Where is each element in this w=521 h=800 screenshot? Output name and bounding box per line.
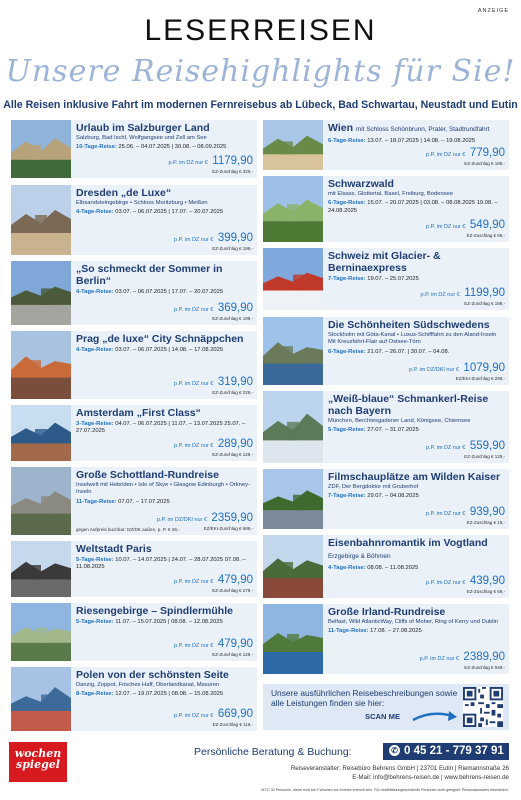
price-prefix: p.P. im DZ nur € xyxy=(174,443,214,449)
trip-duration-label: 11-Tage-Reise: xyxy=(76,498,117,505)
trip-title: Weltstadt Paris xyxy=(76,543,152,555)
trip-duration-label: 6-Tage-Reise: xyxy=(328,348,366,355)
price-value: 439,90 xyxy=(469,575,505,587)
trip-dates xyxy=(328,628,505,635)
trip-date-range: 03.07. – 06.07.2025 | 17.07. – 20.07.2025 xyxy=(115,209,224,216)
price-value: 369,90 xyxy=(217,302,253,314)
trip-dates xyxy=(76,209,253,216)
trip-price xyxy=(420,283,505,307)
price-value: 289,90 xyxy=(217,438,253,450)
trip-card xyxy=(263,248,509,310)
trip-date-range: 29.07. – 04.08.2025 xyxy=(367,493,419,500)
trip-title: Prag „de luxe“ City Schnäppchen xyxy=(76,333,244,345)
scan-me-label: SCAN ME xyxy=(365,712,401,721)
trip-photo-image xyxy=(263,176,323,242)
trip-card xyxy=(11,261,257,325)
trip-title-note: Erzgebirge & Böhmen xyxy=(328,553,391,560)
trip-date-range: 07.07. – 17.07.2025 xyxy=(118,498,170,505)
trip-photo-image xyxy=(11,541,71,597)
price-value: 2359,90 xyxy=(211,512,253,524)
price-prefix: p.P. im DZ nur € xyxy=(168,160,208,166)
trip-price xyxy=(426,502,505,526)
trip-title: Urlaub im Salzburger Land xyxy=(76,122,210,134)
trip-photo xyxy=(263,535,323,598)
contact-label: Persönliche Beratung & Buchung: xyxy=(194,746,352,758)
trip-photo-image xyxy=(11,603,71,661)
trip-title-note: mit Schloss Schönbrunn, Prater, Stadtrundfahrt xyxy=(355,126,490,133)
trip-photo-image xyxy=(11,120,71,178)
single-supplement: EZ-Zuschlag € 199,- xyxy=(212,316,253,321)
trip-duration-label: 3-Tage-Reise: xyxy=(76,421,114,427)
single-supplement: EZ-Zuschlag € 129,- xyxy=(464,454,505,459)
trip-duration-label: 7-Tage-Reise: xyxy=(328,276,366,282)
page-title: LESERREISEN xyxy=(144,14,377,47)
wochenspiegel-logo: wochen spiegel xyxy=(9,742,67,782)
trip-subtitle: Belfast, Wild AtlanticWay, Cliffs of Moher, Ring of Kerry und Dublin xyxy=(328,619,499,625)
trip-dates xyxy=(328,349,505,356)
trip-card xyxy=(11,405,257,461)
trip-price xyxy=(174,372,253,396)
price-prefix: p.P. im DZ nur € xyxy=(420,292,460,298)
trip-subtitle: Stockholm mit Göta-Kanal • Luxus-Schifffahrt zu den Aland-Inseln Mit Kreuzfahrt-Flair auf Ostsee-Törn xyxy=(328,332,497,346)
trip-card xyxy=(11,185,257,255)
trip-card xyxy=(263,604,509,674)
trip-photo xyxy=(11,467,71,535)
trip-title: Polen von der schönsten Seite xyxy=(76,669,229,681)
trip-title: „Weiß-blaue“ Schmankerl-Reise nach Bayern xyxy=(328,393,489,417)
single-supplement: EZ-Zuschlag € 69,- xyxy=(466,589,505,594)
trip-duration-label: 6-Tage-Reise: xyxy=(328,138,366,144)
trip-title: Dresden „de Luxe“ xyxy=(76,187,172,199)
trip-subtitle: München, Berchtesgadener Land, Königsee, Chiemsee xyxy=(328,418,471,424)
trip-title: Eisenbahnromantik im Vogtland Erzgebirge & Böhmen xyxy=(328,537,488,560)
trip-date-range: 03.07. – 06.07.2025 | 17.07. – 20.07.2025 xyxy=(115,289,224,295)
price-prefix: p.P. im DZ nur € xyxy=(426,511,466,517)
page-subtitle: Alle Reisen inklusive Fahrt im modernen Fernreisebus ab Lübeck, Bad Schwartau, Neustadt und Eutin xyxy=(3,99,518,111)
trip-title: Große Schottland-Rundreise xyxy=(76,469,219,481)
trip-photo xyxy=(263,120,323,170)
trip-date-range: 17.08. – 27.08.2025 xyxy=(370,628,422,635)
trip-date-range: 10.07. – 14.07.2025 | 24.07. – 28.07.2025 07.08. – 11.08.2025 xyxy=(76,557,246,571)
price-value: 319,90 xyxy=(217,376,253,388)
trip-duration-label: 8-Tage-Reise: xyxy=(76,691,114,698)
price-value: 2389,90 xyxy=(463,651,505,663)
phone-number[interactable]: ✆ 0 45 21 - 779 37 91 xyxy=(383,743,509,760)
ad-label: ANZEIGE xyxy=(477,8,509,14)
trip-dates xyxy=(328,200,505,215)
trip-photo-image xyxy=(263,248,323,310)
trip-dates xyxy=(328,493,505,500)
trip-photo xyxy=(263,469,323,529)
trip-title: Große Irland-Rundreise xyxy=(328,606,446,618)
trip-card xyxy=(11,331,257,399)
trip-title: Amsterdam „First Class“ xyxy=(76,407,201,419)
trip-price xyxy=(174,634,253,658)
script-headline: Unsere Reisehighlights für Sie! xyxy=(5,54,516,89)
trip-dates xyxy=(76,691,253,698)
arrow-icon xyxy=(411,708,459,724)
single-supplement: EZ-Zuschlag € 69,- xyxy=(466,233,505,238)
trip-duration-label: 4-Tage-Reise: xyxy=(76,347,114,353)
single-supplement: EZ-Zuschlag € 199,- xyxy=(464,301,505,306)
single-supplement: EZ/EKI-Zuschlag € 689,- xyxy=(203,526,253,531)
organizer-info: Reiseveranstalter: Reisebüro Behrens GmbH | 23701 Eutin | Riemannstraße 26 xyxy=(290,765,509,772)
price-prefix: p.P. im DZ nur € xyxy=(174,307,214,313)
trip-card xyxy=(11,667,257,731)
trip-photo xyxy=(11,185,71,255)
upgrade-note: gegen Aufpreis buchbar: DZ/DK außen, p. P. € 49,- xyxy=(76,527,180,532)
single-supplement: EZ-Zuschlag € 329,- xyxy=(212,169,253,174)
trip-duration-label: 5-Tage-Reise: xyxy=(328,427,366,434)
price-value: 779,90 xyxy=(469,147,505,159)
trip-dates xyxy=(76,289,253,296)
trip-duration-label: 11-Tage-Reise: xyxy=(328,628,369,635)
price-prefix: p.P. im DZ nur € xyxy=(174,643,214,649)
price-value: 479,90 xyxy=(217,574,253,586)
price-value: 669,90 xyxy=(217,708,253,720)
trip-photo xyxy=(263,391,323,463)
price-value: 1199,90 xyxy=(464,287,505,299)
price-value: 549,90 xyxy=(469,219,505,231)
single-supplement: EZ-Zuschlag € 19,- xyxy=(466,520,505,525)
trip-card xyxy=(263,391,509,463)
phone-icon: ✆ xyxy=(389,745,400,756)
trip-photo xyxy=(11,541,71,597)
single-supplement: EZ-Zuschlag € 189,- xyxy=(464,161,505,166)
trip-duration-label: 5-Tage-Reise: xyxy=(76,557,114,563)
trip-title: Filmschauplätze am Wilden Kaiser xyxy=(328,471,501,483)
trip-photo-image xyxy=(263,535,323,598)
trip-date-range: 08.08. – 11.08.2025 xyxy=(367,565,419,571)
single-supplement: EZ-Zuschlag € 129,- xyxy=(212,452,253,457)
single-supplement: EZ/EKI-Zuschlag € 299,- xyxy=(455,376,505,381)
trip-dates xyxy=(76,619,253,626)
fine-print: MTZ: 30 Personen, diese muß bis 3 Wochen vor Anreise erreicht sein. Für mobilitätseingeschränkte Personen nicht geeignet. Personalausweis erforderlich. xyxy=(261,788,509,792)
trip-photo-image xyxy=(11,667,71,731)
trip-card xyxy=(263,469,509,529)
trip-price xyxy=(174,434,253,458)
trip-photo xyxy=(263,317,323,385)
trip-card xyxy=(11,467,257,535)
price-prefix: p.P. im DZ nur € xyxy=(426,152,466,158)
trip-subtitle: Salzburg, Bad Ischl, Wolfgangsee und Zell am See xyxy=(76,135,207,141)
price-value: 399,90 xyxy=(217,232,253,244)
price-value: 1079,90 xyxy=(463,362,505,374)
price-value: 559,90 xyxy=(469,440,505,452)
price-value: 939,90 xyxy=(469,506,505,518)
single-supplement: EZ-Zuschlag € 279,- xyxy=(212,588,253,593)
trip-date-range: 25.06. – 04.07.2025 | 30.08. – 08.09.2025 xyxy=(118,144,227,151)
trip-photo-image xyxy=(263,317,323,385)
price-prefix: p.P. im DZ nur € xyxy=(419,656,459,662)
price-value: 1179,90 xyxy=(212,155,253,167)
price-prefix: p.P. im DZ/DKI nur € xyxy=(156,517,207,523)
trip-title: Schweiz mit Glacier- & Berninaexpress xyxy=(328,250,441,274)
trip-card xyxy=(263,535,509,598)
trip-date-range: 04.07. – 06.07.2025 | 11.07. – 13.07.2025 25.07. – 27.07.2025 xyxy=(76,421,246,435)
trip-photo-image xyxy=(263,120,323,170)
qr-promo xyxy=(263,684,509,730)
trip-title: „So schmeckt der Sommer in Berlin“ xyxy=(76,263,223,287)
trip-photo xyxy=(11,331,71,399)
single-supplement: EZ-Zuschlag € 119,- xyxy=(212,722,253,727)
email-web-info[interactable]: E-Mail: info@behrens-reisen.de | www.behrens-reisen.de xyxy=(352,774,509,781)
trip-date-range: 19.07. – 25.07.2025 xyxy=(367,276,419,282)
trip-photo xyxy=(11,603,71,661)
trip-date-range: 21.07. – 26.07. | 30.07. – 04.08. xyxy=(367,348,450,355)
qr-promo-text: Unsere ausführlichen Reisebeschreibungen sowie alle Leistungen finden sie hier: xyxy=(271,688,458,708)
single-supplement: EZ-Zuschlag € 129,- xyxy=(212,652,253,657)
trip-duration-label: 4-Tage-Reise: xyxy=(76,289,114,295)
trip-photo-image xyxy=(263,391,323,463)
trip-price xyxy=(174,704,253,728)
trip-card xyxy=(11,603,257,661)
trip-photo xyxy=(263,248,323,310)
trip-card xyxy=(263,176,509,242)
trip-card xyxy=(263,120,509,170)
trip-subtitle: Danzig, Zoppot, Frisches Haff, Oberlandkanal, Masuren xyxy=(76,682,220,688)
trip-subtitle: ZDF, Der Bergdoktor mit Gruberhof xyxy=(328,484,419,490)
trip-duration-label: 5-Tage-Reise: xyxy=(76,619,114,625)
trip-duration-label: 6-Tage-Reise: xyxy=(328,200,366,207)
trip-price xyxy=(174,298,253,322)
trip-price xyxy=(409,358,505,382)
trip-dates xyxy=(328,427,505,434)
trip-photo-image xyxy=(11,261,71,325)
single-supplement: EZ-Zuschlag € 949,- xyxy=(464,665,505,670)
trip-duration-label: 4-Tage-Reise: xyxy=(328,565,366,571)
trip-date-range: 11.07. – 15.07.2025 | 08.08. – 12.08.2025 xyxy=(115,619,223,625)
trip-photo-image xyxy=(263,604,323,674)
price-prefix: p.P. im DZ nur € xyxy=(426,224,466,230)
trip-duration-label: 7-Tage-Reise: xyxy=(328,493,366,500)
trip-dates xyxy=(76,499,253,506)
trip-date-range: 27.07. – 31.07.2025 xyxy=(367,427,419,434)
trip-photo-image xyxy=(11,467,71,535)
trip-photo xyxy=(263,176,323,242)
price-value: 479,90 xyxy=(217,638,253,650)
trip-duration-label: 4-Tage-Reise: xyxy=(76,209,114,216)
trip-photo xyxy=(11,405,71,461)
trip-title: Wien mit Schloss Schönbrunn, Prater, Stadtrundfahrt xyxy=(328,122,490,134)
trip-photo-image xyxy=(11,185,71,255)
trip-price xyxy=(174,228,253,252)
trip-date-range: 15.07. – 20.07.2025 | 03.08. – 08.08.2025 19.08. – 24.08.2025 xyxy=(328,200,498,214)
trip-price xyxy=(426,436,505,460)
trip-photo-image xyxy=(263,469,323,529)
trip-price xyxy=(426,143,505,167)
trip-card xyxy=(263,317,509,385)
trip-photo-image xyxy=(11,331,71,399)
trip-date-range: 13.07. – 18.07.2025 | 14.08. – 19.08.2025 xyxy=(367,138,476,144)
price-prefix: p.P. im DZ nur € xyxy=(174,579,214,585)
trip-card xyxy=(11,541,257,597)
trip-photo-image xyxy=(11,405,71,461)
qr-code-icon[interactable] xyxy=(463,687,503,727)
trip-price xyxy=(426,215,505,239)
single-supplement: EZ-Zuschlag € 229,- xyxy=(212,390,253,395)
price-prefix: p.P. im DZ nur € xyxy=(174,713,214,719)
trip-price xyxy=(426,571,505,595)
trip-subtitle: mit Elsass, Glottertal, Basel, Freiburg, Bodensee xyxy=(328,191,454,197)
single-supplement: EZ-Zuschlag € 199,- xyxy=(212,246,253,251)
trip-subtitle: Elbsandsteingebirge • Schloss Moritzburg • Meißen xyxy=(76,200,208,206)
price-prefix: p.P. im DZ nur € xyxy=(174,381,214,387)
trip-date-range: 03.07. – 06.07.2025 | 14.08. – 17.08.2025 xyxy=(115,347,224,353)
trip-date-range: 12.07. – 19.07.2025 | 08.08. – 15.08.2025 xyxy=(115,691,224,698)
price-prefix: p.P. im DZ nur € xyxy=(426,580,466,586)
trip-photo xyxy=(11,261,71,325)
trip-title: Riesengebirge – Spindlermühle xyxy=(76,605,233,617)
trip-photo xyxy=(11,120,71,178)
price-prefix: p.P. im DZ nur € xyxy=(174,237,214,243)
trip-photo xyxy=(11,667,71,731)
trip-price xyxy=(420,647,505,671)
trip-card xyxy=(11,120,257,178)
trip-title: Schwarzwald xyxy=(328,178,394,190)
trip-duration-label: 10-Tage-Reise: xyxy=(76,144,117,151)
trip-price xyxy=(168,151,253,175)
price-prefix: p.P. im DZ/DKI nur € xyxy=(408,367,459,373)
trip-subtitle: Inselwelt mit Hebriden • Isle of Skye • Glasgow Edinburgh • Orkney-Inseln xyxy=(76,482,250,496)
trip-title: Die Schönheiten Südschwedens xyxy=(328,319,490,331)
price-prefix: p.P. im DZ nur € xyxy=(426,445,466,451)
trip-dates xyxy=(76,347,253,354)
trip-photo xyxy=(263,604,323,674)
trip-price xyxy=(174,570,253,594)
